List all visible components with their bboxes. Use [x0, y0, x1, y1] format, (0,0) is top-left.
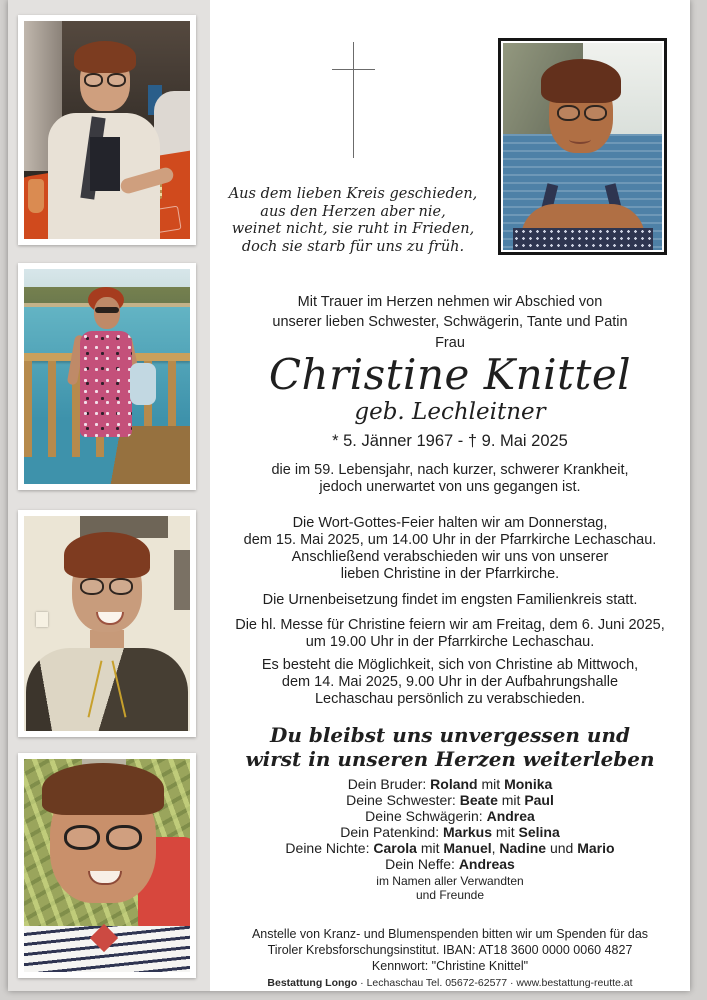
text-line: aus den Herzen aber nie, [260, 203, 446, 220]
text-line: Die hl. Messe für Christine feiern wir am Freitag, dem 6. Juni 2025, [235, 617, 665, 633]
lens [84, 73, 103, 87]
family-relation-text: mit [497, 792, 525, 808]
family-line [210, 824, 690, 840]
text-line: und Freunde [415, 888, 485, 902]
photo-closeup [18, 753, 196, 978]
intro-lines [210, 292, 690, 332]
photo-column [8, 0, 210, 991]
text-line: doch sie starb für uns zu früh. [241, 238, 465, 255]
family-relation-text: , [491, 840, 500, 856]
family-line [210, 792, 690, 808]
birth-death-dates: * 5. Jänner 1967 - † 9. Mai 2025 [332, 432, 568, 450]
funeral-home-details: · Lechaschau Tel. 05672-62577 · www.bestattung-reutte.at [357, 977, 633, 989]
paragraph-viewing [210, 657, 690, 708]
text-line: Mit Trauer im Herzen nehmen wir Abschied von [297, 294, 603, 310]
text-line: weinet nicht, sie ruht in Frieden, [231, 221, 475, 237]
funeral-home-line [210, 977, 690, 989]
lens [106, 825, 142, 850]
text-line: Lechaschau persönlich zu verabschieden. [314, 691, 586, 707]
paragraph-service [210, 515, 690, 583]
announcement-text [210, 0, 690, 989]
lens [107, 73, 126, 87]
eyeglasses-icon [84, 73, 126, 87]
lens [80, 578, 104, 595]
text-line: Kennwort: "Christine Knittel" [371, 959, 529, 973]
deceased-name: Christine Knittel [268, 350, 632, 399]
paragraph-age [210, 462, 690, 496]
light-switch [36, 612, 48, 627]
family-member-name: Manuel [443, 840, 492, 856]
foliage-scene [24, 759, 190, 972]
woman-hair [64, 532, 150, 578]
family-closing [210, 874, 690, 902]
woman-hair [42, 763, 164, 815]
family-member-name: Carola [373, 840, 417, 856]
woman-head [94, 297, 120, 329]
indoor-scene [24, 516, 190, 731]
photo-casino [18, 15, 196, 245]
text-line: Du bleibst uns unvergessen und [270, 723, 630, 747]
family-member-name: Andrea [486, 808, 535, 824]
family-line [210, 856, 690, 872]
shoulder-bag [130, 363, 156, 405]
text-line: um 19.00 Uhr in der Pfarrkirche Lechaschau. [305, 634, 595, 650]
text-line: dem 15. Mai 2025, um 14.00 Uhr in der Pfarrkirche Lechaschau. [243, 532, 657, 548]
family-member-name: Paul [524, 792, 554, 808]
family-relation-text: mit [416, 840, 444, 856]
woman-hair [74, 41, 136, 73]
donation-note [210, 926, 690, 974]
photo-indoor-portrait [18, 510, 196, 737]
family-relation-text: Dein Bruder: [347, 776, 431, 792]
family-member-name: Mario [577, 840, 615, 856]
lens [109, 578, 133, 595]
family-line [210, 776, 690, 792]
family-relation-text: mit [477, 776, 505, 792]
salutation: Frau [435, 335, 465, 351]
text-line: Anschließend verabschieden wir uns von unserer [291, 549, 609, 565]
family-member-name: Andreas [458, 856, 515, 872]
text-line: im Namen aller Verwandten [376, 874, 524, 888]
text-line: Es besteht die Möglichkeit, sich von Christine ab Mittwoch, [261, 657, 639, 673]
text-line: lieben Christine in der Pfarrkirche. [340, 566, 560, 582]
text-line: wirst in unseren Herzen weiterleben [245, 747, 655, 771]
family-member-name: Selina [518, 824, 560, 840]
eyeglasses-icon [64, 825, 142, 850]
family-member-name: Nadine [499, 840, 547, 856]
pier-scene [24, 269, 190, 484]
family-member-name: Markus [443, 824, 493, 840]
paragraph-burial [210, 592, 690, 609]
text-line: die im 59. Lebensjahr, nach kurzer, schwerer Krankheit, [271, 462, 629, 478]
text-line: Die Urnenbeisetzung findet im engsten Familienkreis statt. [262, 592, 638, 608]
text-line: unserer lieben Schwester, Schwägerin, Tante und Patin [272, 314, 628, 330]
family-relation-text: Deine Schwägerin: [365, 808, 487, 824]
wine-glass [28, 179, 44, 213]
text-line: dem 14. Mai 2025, 9.00 Uhr in der Aufbahrungshalle [281, 674, 619, 690]
floral-dress [80, 331, 132, 437]
woman-shirt [90, 137, 120, 191]
memorial-card [8, 0, 690, 991]
family-relation-text: Dein Patenkind: [340, 824, 443, 840]
family-relation-text: und [546, 840, 578, 856]
text-line: Anstelle von Kranz- und Blumenspenden bitten wir um Spenden für das [251, 927, 649, 941]
funeral-home-name: Bestattung Longo [267, 977, 358, 989]
casino-scene [24, 21, 190, 239]
family-list [210, 776, 690, 872]
eyeglasses-icon [80, 578, 133, 595]
woman-sweater [26, 648, 188, 731]
photo-pier [18, 263, 196, 490]
family-member-name: Roland [430, 776, 478, 792]
text-line: jedoch unerwartet von uns gegangen ist. [319, 479, 581, 495]
family-member-name: Monika [504, 776, 553, 792]
family-relation-text: Dein Neffe: [385, 856, 459, 872]
text-line: Die Wort-Gottes-Feier halten wir am Donnerstag, [292, 515, 608, 531]
text-line: Aus dem lieben Kreis geschieden, [228, 186, 478, 202]
family-line [210, 840, 690, 856]
family-relation-text: Deine Schwester: [346, 792, 460, 808]
family-relation-text: mit [492, 824, 519, 840]
farewell-quote [210, 723, 690, 771]
paragraph-mass [210, 617, 690, 651]
lens [64, 825, 100, 850]
family-line [210, 808, 690, 824]
maiden-name: geb. Lechleitner [354, 399, 546, 425]
sunglasses-icon [95, 307, 119, 313]
family-relation-text: Deine Nichte: [285, 840, 374, 856]
family-member-name: Beate [459, 792, 498, 808]
text-line: Tiroler Krebsforschungsinstitut. IBAN: AT18 3600 0000 0060 4827 [267, 943, 633, 957]
picture-frame [174, 550, 190, 610]
